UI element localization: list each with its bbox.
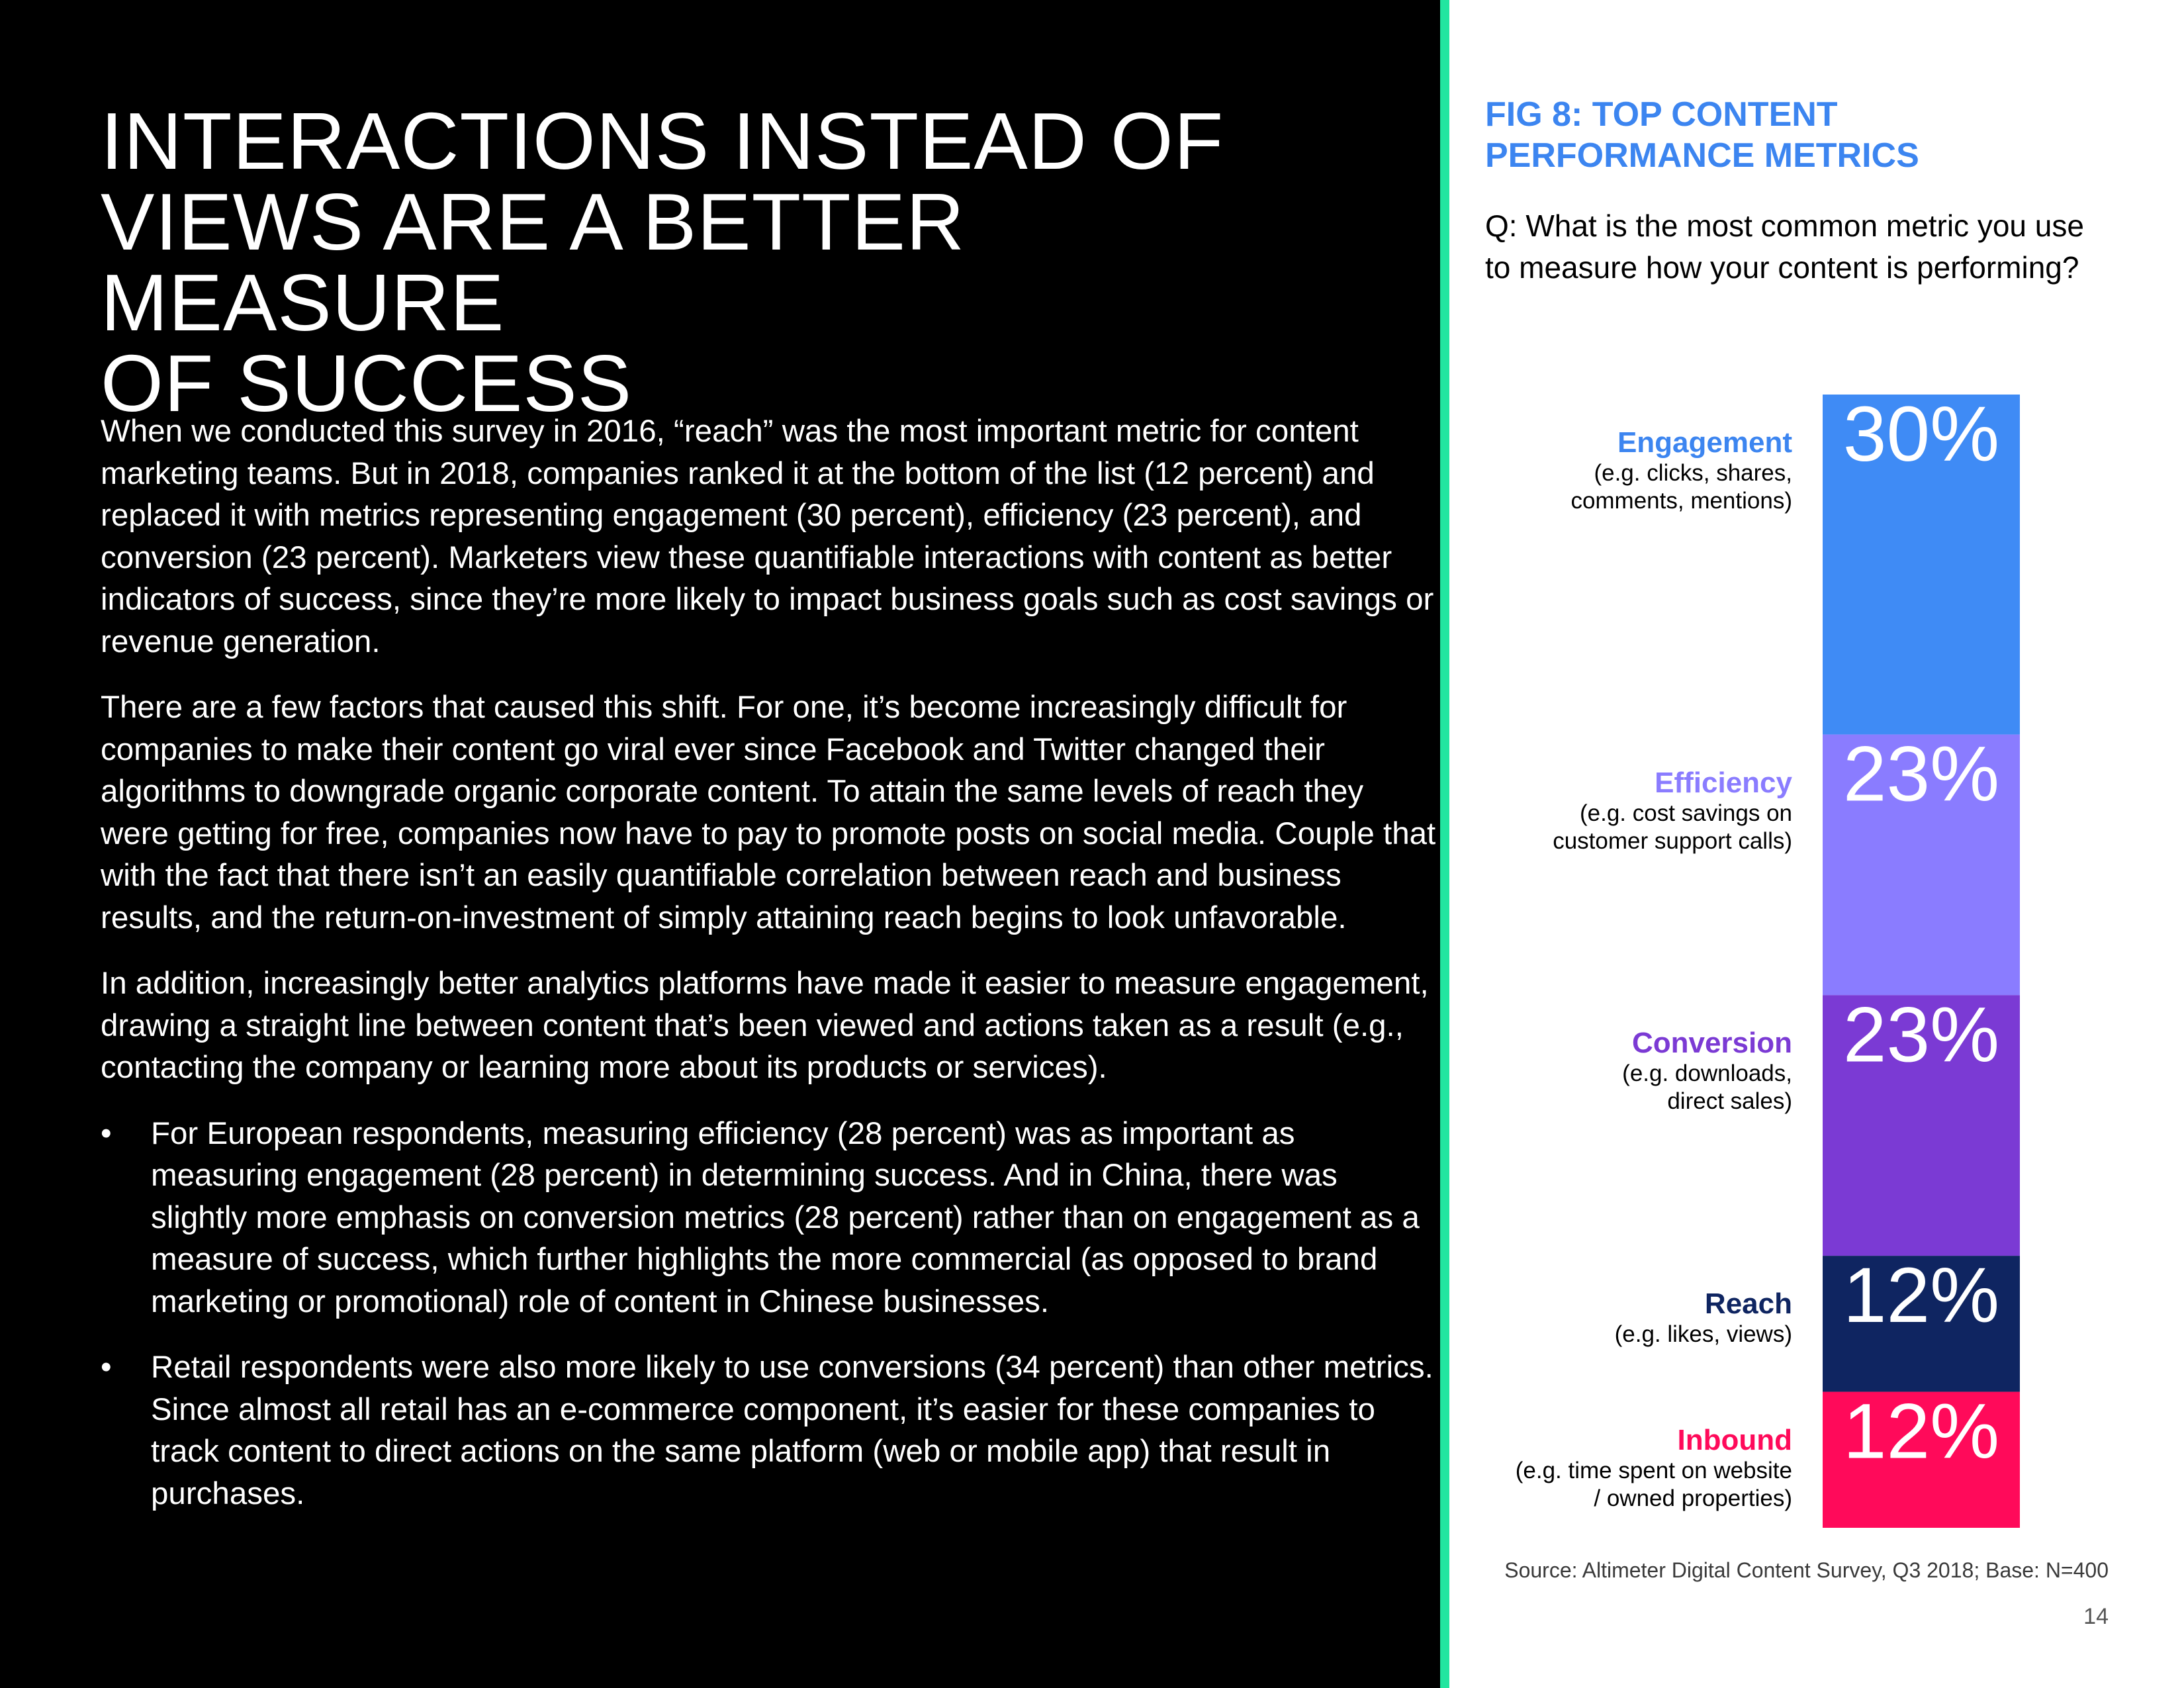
figure-title-line: PERFORMANCE METRICS xyxy=(1485,136,1919,175)
category-name: Inbound xyxy=(1677,1423,1792,1456)
chart-canvas xyxy=(1456,384,2118,1549)
paragraph: When we conducted this survey in 2016, “reach” was the most important metric for content marketing teams. But in 2018, companies ranked it at the bottom of the list (12 percent) and replaced it with metrics representing engagement (30 percent), efficiency (23 percent), and conversion (23 percent). Marketers view these quantifiable interactions with content as better indicators of success, since they’re more likely to impact business goals such as cost savings or revenue generation. xyxy=(101,414,1434,659)
source-note: Source: Altimeter Digital Content Survey, Q3 2018; Base: N=400 xyxy=(1504,1558,2109,1582)
article-body xyxy=(101,410,1437,1538)
category-description: (e.g. likes, views) xyxy=(1614,1321,1792,1348)
bullet-item xyxy=(101,1346,1437,1515)
category-name: Engagement xyxy=(1617,426,1792,459)
data-label: 23% xyxy=(1843,991,2000,1079)
bullet-icon: • xyxy=(101,1115,112,1151)
bullet-text: Retail respondents were also more likely to use conversions (34 percent) than other metrics. Since almost all retail has an e-commerce component, it’s easier for these companies to track content to direct actions on the same platform (web or mobile app) that result in purchases. xyxy=(151,1350,1433,1511)
figure-title xyxy=(1485,94,2081,176)
bullet-text: For European respondents, measuring efficiency (28 percent) was as important as measuring engagement (28 percent) in determining success. And in China, there was slightly more emphasis on conversion metrics (28 percent) rather than on engagement as a measure of success, which further highlights the more commercial (as opposed to brand marketing or promotional) role of content in Chinese businesses. xyxy=(151,1115,1420,1319)
category-name: Conversion xyxy=(1631,1027,1792,1060)
bullet-list xyxy=(101,1113,1437,1515)
data-label: 30% xyxy=(1843,391,2000,478)
bullet-item xyxy=(101,1113,1437,1323)
stacked-bar-chart xyxy=(1456,384,2118,1549)
page-number: 14 xyxy=(2083,1604,2109,1629)
category-description: / owned properties) xyxy=(1594,1485,1792,1511)
accent-divider xyxy=(1440,0,1449,1688)
survey-question: Q: What is the most common metric you use to measure how your content is performing? xyxy=(1485,209,2084,285)
title-line: OF SUCCESS xyxy=(101,338,633,428)
category-description: comments, mentions) xyxy=(1570,488,1792,514)
category-description: (e.g. time spent on website xyxy=(1515,1457,1792,1483)
data-label: 12% xyxy=(1843,1252,2000,1340)
page-title xyxy=(101,96,1358,428)
title-line: VIEWS ARE A BETTER MEASURE xyxy=(101,177,966,348)
paragraph: In addition, increasingly better analytics platforms have made it easier to measure engagement, drawing a straight line between content that’s been viewed and actions taken as a result (e.g., contacting the company or learning more about its products or services). xyxy=(101,966,1429,1085)
category-description: (e.g. downloads, xyxy=(1622,1060,1792,1087)
category-description: direct sales) xyxy=(1667,1088,1792,1115)
paragraph: There are a few factors that caused this shift. For one, it’s become increasingly difficult for companies to make their content go viral ever since Facebook and Twitter changed their algorithms to downgrade organic corporate content. To attain the same levels of reach they were getting for free, companies now have to pay to promote posts on social media. Couple that with the fact that there isn’t an easily quantifiable correlation between reach and business results, and the return-on-investment of simply attaining reach begins to look unfavorable. xyxy=(101,690,1436,935)
category-name: Reach xyxy=(1704,1288,1792,1321)
bullet-icon: • xyxy=(101,1350,112,1385)
category-description: (e.g. clicks, shares, xyxy=(1594,460,1792,486)
data-label: 12% xyxy=(1843,1387,2000,1476)
title-line: INTERACTIONS INSTEAD OF xyxy=(101,96,1224,186)
category-name: Efficiency xyxy=(1655,766,1792,799)
category-description: customer support calls) xyxy=(1553,827,1792,854)
figure-title-line: FIG 8: TOP CONTENT xyxy=(1485,95,1838,134)
category-description: (e.g. cost savings on xyxy=(1580,800,1792,826)
data-label: 23% xyxy=(1843,730,2000,818)
